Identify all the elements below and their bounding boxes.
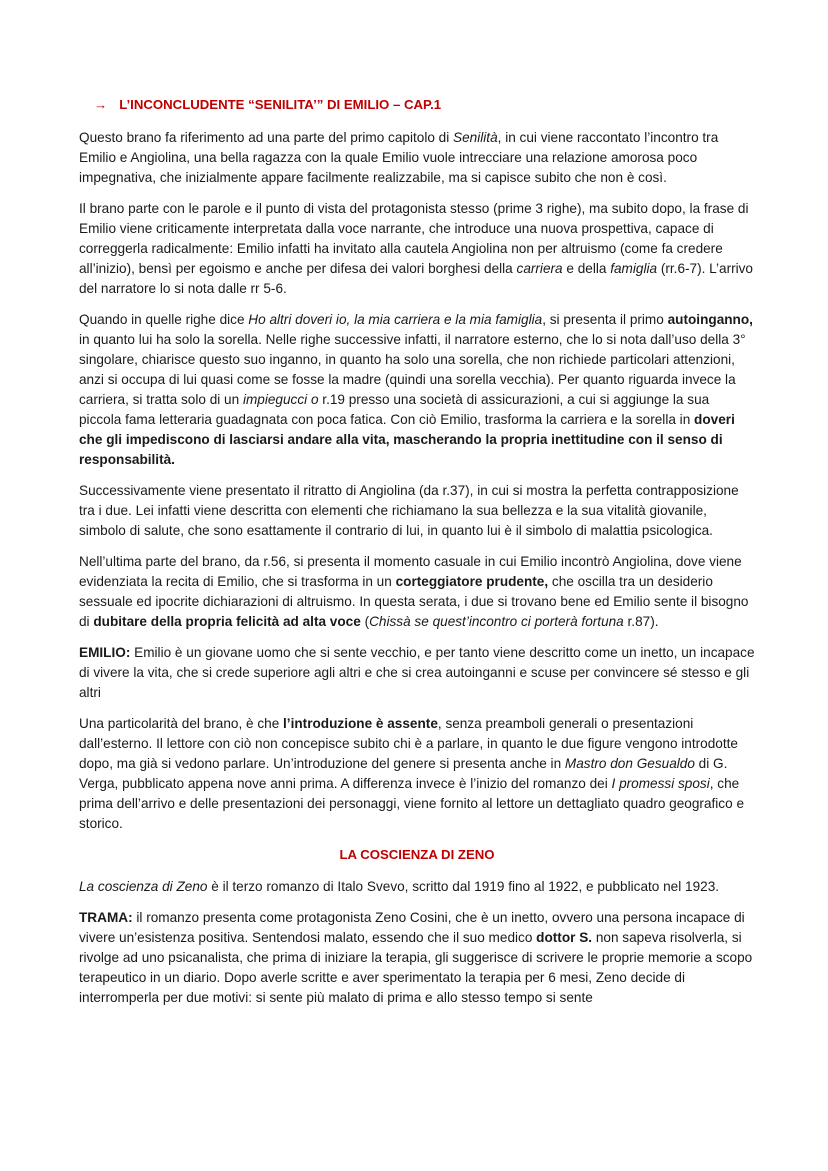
paragraph-angiolina: Successivamente viene presentato il ritratto di Angiolina (da r.37), in cui si mostra la perfetta contrapposizione tra i due. Lei infatti viene descritta con elementi che richiamano la sua bellezza e la sua vitalità giovanile, simbolo di salute, che sono esattamente il contrario di lui, in quanto lui è il simbolo di malattia psicologica. — [79, 483, 739, 538]
paragraph-incontro: Nell’ultima parte del brano, da r.56, si presenta il momento casuale in cui Emilio incontrò Angiolina, dove viene evidenziata la recita di Emilio, che si trasforma in un corteggiatore prudente, che oscilla tra un desiderio sessuale ed ipocrite dichiarazioni di altruismo. In questa serata, i due si trovano bene ed Emilio sente il bisogno di dubitare della propria felicità ad alta voce (Chissà se quest’incontro ci porterà fortuna r.87). — [79, 554, 749, 629]
paragraph-autoinganno: Quando in quelle righe dice Ho altri doveri io, la mia carriera e la mia famiglia, si presenta il primo autoinganno, in quanto lui ha solo la sorella. Nelle righe successive infatti, il narratore esterno, che lo si nota dall’uso della 3° singolare, chiarisce questo suo inganno, in quanto ha solo una sorella, che non richiede particolari attenzioni, anzi si occupa di lui quasi come se fosse la madre (quindi una sorella vecchia). Per quanto riguarda invece la carriera, si tratta solo di un impiegucci o r.19 presso una società di assicurazioni, a cui si aggiunge la sua piccola fama letteraria guadagnata con poca fatica. Con ciò Emilio, trasforma la carriera e la sorella in doveri che gli impediscono di lasciarsi andare alla vita, mascherando la propria inettitudine con il senso di responsabilità. — [79, 312, 753, 467]
arrow-right-icon: → — [94, 97, 108, 112]
section-heading-text: L’INCONCLUDENTE “SENILITA’” DI EMILIO – CAP.1 — [119, 97, 442, 112]
document-page — [79, 95, 755, 1019]
section-heading-zeno: LA COSCIENZA DI ZENO — [339, 847, 495, 862]
paragraph-trama: TRAMA: il romanzo presenta come protagonista Zeno Cosini, che è un inetto, ovvero una persona incapace di vivere un’esistenza positiva. Sentendosi malato, essendo che il suo medico dottor S. non sapeva risolverla, si rivolge ad uno psicanalista, che prima di iniziare la terapia, gli suggerisce di scrivere le proprie memorie a scopo terapeutico in un diario. Dopo averle scritte e aver sperimentato la terapia per 6 mesi, Zeno decide di interromperla per due motivi: si sente più malato di prima e allo stesso tempo si sente — [79, 910, 753, 1005]
paragraph-zeno-intro: La coscienza di Zeno è il terzo romanzo di Italo Svevo, scritto dal 1919 fino al 1922, e pubblicato nel 1923. — [79, 879, 720, 894]
paragraph-particolarita: Una particolarità del brano, è che l’introduzione è assente, senza preamboli generali o presentazioni dall’esterno. Il lettore con ciò non concepisce subito chi è a parlare, in quanto le due figure vengono introdotte dopo, ma già si vedono parlare. Un’introduzione del genere si presenta anche in Mastro don Gesualdo di G. Verga, pubblicato appena nove anni prima. A differenza invece è l’inizio del romanzo dei I promessi sposi, che prima dell’arrivo e delle presentazioni dei personaggi, viene fornito al lettore un dettagliato quadro geografico e storico. — [79, 716, 744, 831]
paragraph-intro: Questo brano fa riferimento ad una parte del primo capitolo di Senilità, in cui viene raccontato l’incontro tra Emilio e Angiolina, una bella ragazza con la quale Emilio vuole intrecciare una relazione amorosa poco impegnativa, che inizialmente appare facilmente realizzabile, ma si capisce subito che non è così. — [79, 130, 719, 185]
paragraph-emilio: EMILIO: Emilio è un giovane uomo che si sente vecchio, e per tanto viene descritto come un inetto, un incapace di vivere la vita, che si crede superiore agli altri e che si crea autoinganni e scuse per convincere sé stesso e gli altri — [79, 645, 755, 700]
section-heading-senilita — [94, 95, 755, 115]
paragraph-narrator: Il brano parte con le parole e il punto di vista del protagonista stesso (prime 3 righe), ma subito dopo, la frase di Emilio viene criticamente interpretata dalla voce narrante, che introduce una nuova prospettiva, capace di correggerla radicalmente: Emilio infatti ha invitato alla cautela Angiolina non per altruismo (come fa credere all’inizio), bensì per egoismo e anche per difesa dei valori borghesi della carriera e della famiglia (rr.6-7). L’arrivo del narratore lo si nota dalle rr 5-6. — [79, 201, 753, 296]
